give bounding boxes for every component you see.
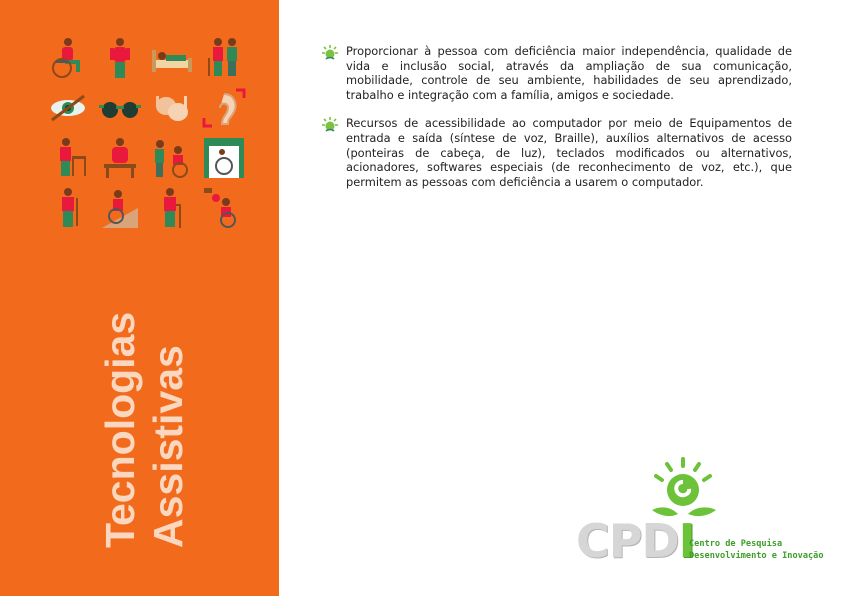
main-content: [320, 44, 792, 203]
lightbulb-icon: [320, 44, 340, 64]
cpdi-logo: [576, 456, 824, 576]
person-at-table-icon: [98, 136, 142, 180]
accessibility-icon-grid: [46, 36, 244, 232]
bullet-item: [320, 44, 792, 102]
wheelchair-ramp-icon: [98, 186, 142, 230]
logo-letter-green: I: [678, 514, 695, 568]
ear-icon: [202, 86, 246, 130]
person-in-bed-icon: [150, 36, 194, 80]
logo-letters-gray: CPD: [576, 514, 679, 568]
wheelchair-user-icon: [46, 36, 90, 80]
person-with-crutch-icon: [46, 186, 90, 230]
logo-tagline: [689, 538, 824, 562]
bullet-text: Proporcionar à pessoa com deficiência maior independência, qualidade de vida e inclusão social, através da ampliação de sua comunicação, mobilidade, controle de seu ambiente, habilidades de seu aprendizado, trabalho e integração com a família, amigos e sociedade.: [346, 44, 792, 102]
crossed-eye-icon: [46, 86, 90, 130]
bullet-item: [320, 116, 792, 189]
walker-user-icon: [46, 136, 90, 180]
vertical-title: [96, 312, 192, 548]
tagline-line-1: Centro de Pesquisa: [689, 539, 783, 549]
sidebar-panel: [0, 0, 279, 596]
standing-person-icon: [98, 36, 142, 80]
bullet-text: Recursos de acessibilidade ao computador por meio de Equipamentos de entrada e saída (síntese de voz, Braille), auxílios alternativos de acesso (ponteiras de cabeça, de luz), teclados modificados ou alternativos, acionadores, softwares especiais (de reconhecimento de voz, etc.), que permitem as pessoas com deficiência a usarem o computador.: [346, 116, 792, 189]
dark-glasses-icon: [98, 86, 142, 130]
assisted-walking-icon: [202, 36, 246, 80]
wheelchair-doorway-icon: [202, 136, 246, 180]
sign-language-hands-icon: [150, 86, 194, 130]
wheelchair-basketball-icon: [202, 186, 246, 230]
title-line-1: Tecnologias: [97, 311, 143, 548]
lightbulb-icon: [320, 116, 340, 136]
person-pushing-wheelchair-icon: [150, 136, 194, 180]
person-with-cane-icon: [150, 186, 194, 230]
tagline-line-2: Desenvolvimento e Inovação: [689, 551, 824, 561]
title-line-2: Assistivas: [145, 345, 191, 548]
logo-wordmark: [576, 516, 695, 566]
